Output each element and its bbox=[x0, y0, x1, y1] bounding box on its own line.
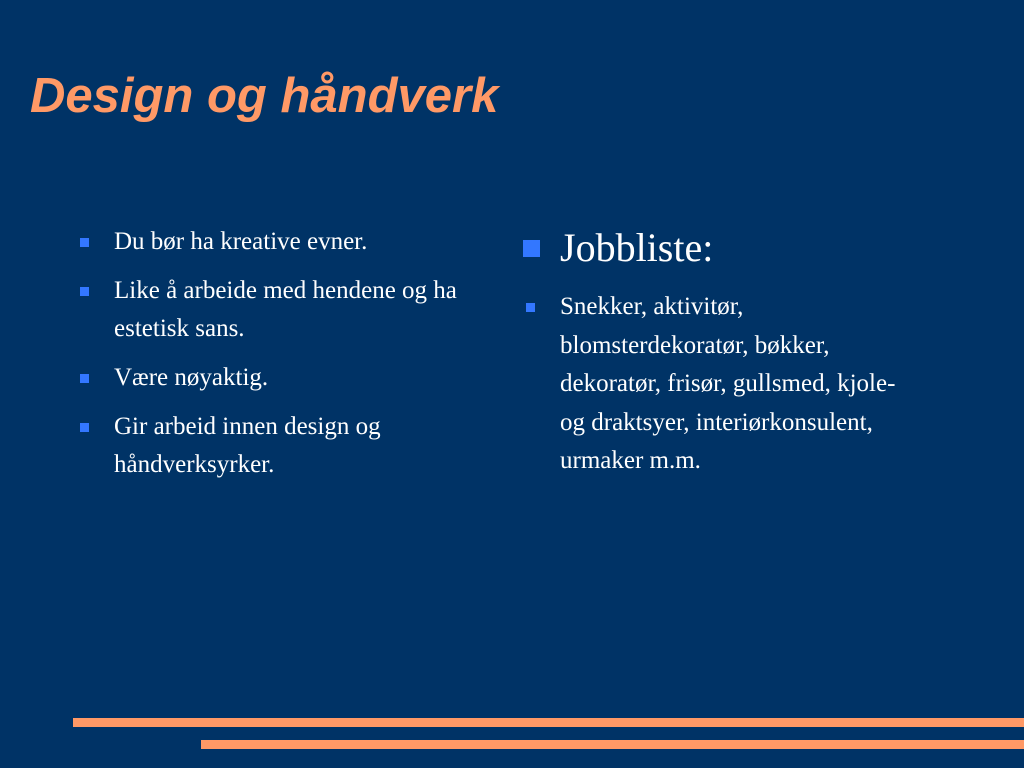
list-item-text: Like å arbeide med hendene og ha estetisk sans. bbox=[114, 277, 457, 342]
square-bullet-icon bbox=[526, 303, 535, 312]
right-bullet-list bbox=[522, 222, 922, 481]
list-item-text: Være nøyaktig. bbox=[114, 364, 269, 391]
job-list-heading-text: Jobbliste: bbox=[560, 225, 714, 270]
list-item bbox=[522, 288, 922, 481]
square-bullet-icon bbox=[80, 287, 89, 296]
decorative-rule-top bbox=[73, 718, 1024, 727]
slide-title: Design og håndverk bbox=[30, 69, 499, 123]
square-bullet-icon bbox=[80, 374, 89, 383]
square-bullet-icon bbox=[523, 240, 540, 257]
list-item-text: Du bør ha kreative evner. bbox=[114, 228, 368, 255]
list-item bbox=[78, 223, 478, 261]
decorative-rule-bottom bbox=[201, 740, 1024, 749]
left-bullet-list bbox=[78, 223, 478, 495]
list-item-text: Gir arbeid innen design og håndverksyrker. bbox=[114, 413, 381, 478]
square-bullet-icon bbox=[80, 238, 89, 247]
list-item bbox=[78, 408, 478, 484]
list-item bbox=[78, 359, 478, 397]
square-bullet-icon bbox=[80, 423, 89, 432]
job-list-text: Snekker, aktivitør, blomsterdekoratør, bøkker, dekoratør, frisør, gullsmed, kjole- og draktsyer, interiørkonsulent, urmaker m.m. bbox=[560, 293, 896, 474]
job-list-heading bbox=[522, 222, 922, 274]
list-item bbox=[78, 272, 478, 348]
